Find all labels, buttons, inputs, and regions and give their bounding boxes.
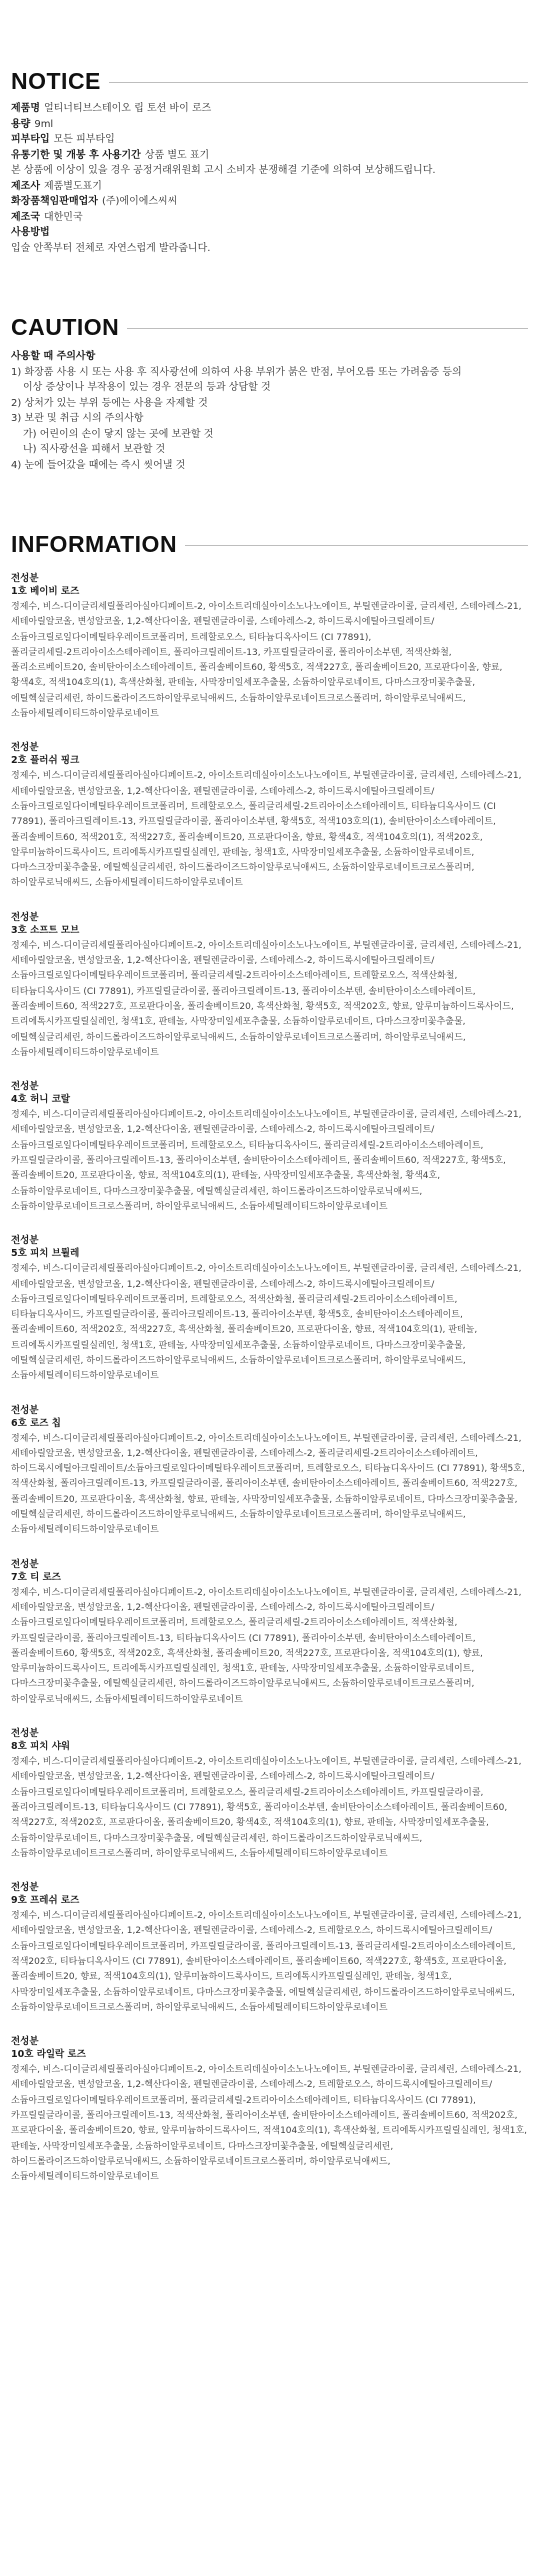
notice-value: 상품 별도 표기: [144, 149, 210, 161]
notice-row: [11, 179, 528, 195]
ingredient-item: [11, 1234, 528, 1384]
ingredient-category: 전성분: [11, 742, 39, 754]
caution-line: 가) 어린이의 손이 닿지 않는 곳에 보관할 것: [23, 428, 214, 440]
notice-row: [11, 132, 528, 148]
shade-name: 10호 라일락 로즈: [11, 2049, 86, 2061]
information-section: [11, 531, 528, 2186]
ingredient-text: 정제수, 비스-디이글리세릴폴리아실아디페이트-2, 아이소트리데실아이소노나노에이트, 부틸렌글라이콜, 글리세린, 스테아레스-21, 세테아릴알코올, 변성알코올, 1,2-헥산다이올, 펜틸렌글라이콜, 스테아레스-2, 하이드록시에틸아크릴레이트/소듐아크릴로일다이메틸타우레이트코폴리머, 트레할로오스, 티타늄디옥사이드 (CI 77891), 폴리글리세릴-2트리아이소스테아레이트, 폴리아크릴레이트-13, 카프릴릴글라이콜, 폴리아이소부텐, 적색산화철, 폴리소르베이트20, 솔비탄아이소스테아레이트, 폴리솔베이트60, 황색5호, 적색227호, 폴리솔베이트20, 프로판다이올, 향료, 황색4호, 적색104호의(1), 흑색산화철, 판테놀, 사막장미일세포추출물, 소듐하이알루로네이트, 다마스크장미꽃추출물, 에틸헥실글리세린, 하이드롤라이즈드하이알루로닉애씨드, 소듐하이알루로네이트크로스폴리머, 하이알루로닉애씨드, 소듐아세틸레이티드하이알루로네이트: [11, 602, 522, 720]
ingredient-text: 정제수, 비스-디이글리세릴폴리아실아디페이트-2, 아이소트리데실아이소노나노에이트, 부틸렌글라이콜, 글리세린, 스테아레스-21, 세테아릴알코올, 변성알코올, 1,2-헥산다이올, 펜틸렌글라이콜, 스테아레스-2, 하이드록시에틸아크릴레이트/소듐아크릴로일다이메틸타우레이트코폴리머, 트레할로오스, 티타늄디옥사이드, 폴리글리세릴-2트리아이소스테아레이트, 카프릴릴글라이콜, 폴리아크릴레이트-13, 폴리아이소부텐, 솔비탄아이소스테아레이트, 폴리솔베이트60, 적색227호, 황색5호, 폴리솔베이트20, 프로판다이올, 향료, 적색104호의(1), 판테놀, 사막장미일세포추출물, 흑색산화철, 황색4호, 소듐하이알루로네이트, 다마스크장미꽃추출물, 에틸헥실글리세린, 하이드롤라이즈드하이알루로닉애씨드, 소듐하이알루로네이트크로스폴리머, 하이알루로닉애씨드, 소듐아세틸레이티드하이알루로네이트: [11, 1110, 522, 1212]
ingredient-item: [11, 572, 528, 722]
ingredient-item: [11, 1080, 528, 1215]
ingredient-list: [11, 572, 528, 2186]
notice-row: [11, 148, 528, 164]
information-title: INFORMATION: [11, 531, 178, 557]
caution-heading-row: [11, 314, 528, 341]
ingredient-text: 정제수, 비스-디이글리세릴폴리아실아디페이트-2, 아이소트리데실아이소노나노에이트, 부틸렌글라이콜, 글리세린, 스테아레스-21, 세테아릴알코올, 변성알코올, 1,2-헥산다이올, 펜틸렌글라이콜, 스테아레스-2, 하이드록시에틸아크릴레이트/소듐아크릴로일다이메틸타우레이트코폴리머, 트레할로오스, 적색산화철, 폴리글리세릴-2트리아이소스테아레이트, 티타늄디옥사이드, 카프릴릴글라이콜, 폴리아크릴레이트-13, 폴리아이소부텐, 황색5호, 솔비탄아이소스테아레이트, 폴리솔베이트60, 적색202호, 적색227호, 흑색산화철, 폴리솔베이트20, 프로판다이올, 향료, 적색104호의(1), 판테놀, 트리에톡시카프릴릴실레인, 청색1호, 판테놀, 사막장미일세포추출물, 소듐하이알루로네이트, 다마스크장미꽃추출물, 에틸헥실글리세린, 하이드롤라이즈드하이알루로닉애씨드, 소듐하이알루로네이트크로스폴리머, 하이알루로닉애씨드, 소듐아세틸레이티드하이알루로네이트: [11, 1264, 522, 1382]
ingredient-category: 전성분: [11, 1882, 39, 1894]
notice-label: 제조국: [11, 211, 40, 223]
notice-row: [11, 117, 528, 133]
ingredient-text: 정제수, 비스-디이글리세릴폴리아실아디페이트-2, 아이소트리데실아이소노나노에이트, 부틸렌글라이콜, 글리세린, 스테아레스-21, 세테아릴알코올, 변성알코올, 1,2-헥산다이올, 펜틸렌글라이콜, 스테아레스-2, 폴리글리세릴-2트리아이소스테아레이트, 하이드록시에틸아크릴레이트/소듐아크릴로일다이메틸타우레이트코폴리머, 트레할로오스, 티타늄디옥사이드 (CI 77891), 황색5호, 적색산화철, 폴리아크릴레이트-13, 카프릴릴글라이콜, 폴리아이소부텐, 솔비탄아이소스테아레이트, 폴리솔베이트60, 적색227호, 폴리솔베이트20, 프로판다이올, 흑색산화철, 향료, 판테놀, 사막장미일세포추출물, 소듐하이알루로네이트, 다마스크장미꽃추출물, 에틸헥실글리세린, 하이드롤라이즈드하이알루로닉애씨드, 소듐하이알루로네이트크로스폴리머, 하이알루로닉애씨드, 소듐아세틸레이티드하이알루로네이트: [11, 1433, 525, 1536]
ingredient-category: 전성분: [11, 911, 39, 923]
notice-value: 9ml: [34, 118, 54, 130]
notice-label: 용량: [11, 118, 31, 130]
caution-section: [11, 314, 528, 473]
caution-line: 1) 화장품 사용 시 또는 사용 후 직사광선에 의하여 사용 부위가 붉은 반점, 부어오름 또는 가려움증 등의: [11, 366, 462, 378]
notice-row: [11, 225, 528, 241]
shade-name: 4호 허니 코랄: [11, 1094, 71, 1106]
ingredient-category: 전성분: [11, 1081, 39, 1093]
notice-divider: [109, 82, 528, 83]
notice-heading-row: [11, 68, 528, 95]
notice-label: 제조사: [11, 180, 40, 192]
ingredient-text: 정제수, 비스-디이글리세릴폴리아실아디페이트-2, 아이소트리데실아이소노나노에이트, 부틸렌글라이콜, 글리세린, 스테아레스-21, 세테아릴알코올, 변성알코올, 1,2-헥산다이올, 펜틸렌글라이콜, 스테아레스-2, 하이드록시에틸아크릴레이트/소듐아크릴로일다이메틸타우레이트코폴리머, 트레할로오스, 폴리글리세릴-2트리아이소스테아레이트, 카프릴릴글라이콜, 폴리아크릴레이트-13, 티타늄디옥사이드 (CI 77891), 황색5호, 폴리아이소부텐, 솔비탄아이소스테아레이트, 폴리솔베이트60, 적색227호, 적색202호, 프로판다이올, 폴리솔베이트20, 황색4호, 적색104호의(1), 향료, 판테놀, 사막장미일세포추출물, 소듐하이알루로네이트, 다마스크장미꽃추출물, 에틸헥실글리세린, 하이드롤라이즈드하이알루로닉애씨드, 소듐하이알루로네이트크로스폴리머, 하이알루로닉애씨드, 소듐아세틸레이티드하이알루로네이트: [11, 1757, 522, 1859]
information-divider: [185, 545, 528, 546]
ingredient-item: [11, 1404, 528, 1539]
caution-line: 4) 눈에 들어갔을 때에는 즉시 씻어낼 것: [11, 459, 186, 471]
shade-name: 2호 플러쉬 핑크: [11, 755, 80, 767]
information-heading-row: [11, 531, 528, 558]
notice-row: [11, 101, 528, 117]
caution-subtitle: 사용할 때 주의사항: [11, 351, 96, 362]
notice-row: [11, 241, 528, 257]
ingredient-item: [11, 741, 528, 891]
shade-name: 7호 티 로즈: [11, 1571, 61, 1583]
shade-name: 9호 프레쉬 로즈: [11, 1895, 80, 1907]
ingredient-text: 정제수, 비스-디이글리세릴폴리아실아디페이트-2, 아이소트리데실아이소노나노에이트, 부틸렌글라이콜, 글리세린, 스테아레스-21, 세테아릴알코올, 변성알코올, 1,2-헥산다이올, 펜틸렌글라이콜, 스테아레스-2, 트레할로오스, 하이드록시에틸아크릴레이트/소듐아크릴로일다이메틸타우레이트코폴리머, 카프릴릴글라이콜, 폴리아크릴레이트-13, 폴리글리세릴-2트리아이소스테아레이트, 적색202호, 티타늄디옥사이드 (CI 77891), 솔비탄아이소스테아레이트, 폴리솔베이트60, 적색227호, 황색5호, 프로판다이올, 폴리솔베이트20, 향료, 적색104호의(1), 알루미늄하이드록사이드, 트리에톡시카프릴릴실레인, 판테놀, 청색1호, 사막장미일세포추출물, 소듐하이알루로네이트, 다마스크장미꽃추출물, 에틸헥실글리세린, 하이드롤라이즈드하이알루로닉애씨드, 소듐하이알루로네이트크로스폴리머, 하이알루로닉애씨드, 소듐아세틸레이티드하이알루로네이트: [11, 1911, 522, 2013]
caution-line: 2) 상처가 있는 부위 등에는 사용을 자제할 것: [11, 397, 208, 409]
notice-section: [11, 68, 528, 256]
notice-label: 유통기한 및 개봉 후 사용기간: [11, 149, 141, 161]
caution-line: 이상 증상이나 부작용이 있는 경우 전문의 등과 상담할 것: [23, 382, 271, 393]
notice-value: 대한민국: [43, 211, 83, 223]
notice-value: 본 상품에 이상이 있을 경우 공정거래위원회 고시 소비자 분쟁해결 기준에 의하여 보상해드립니다.: [11, 165, 436, 176]
ingredient-item: [11, 1727, 528, 1862]
notice-label: 피부타입: [11, 134, 50, 145]
notice-value: 입술 안쪽부터 전체로 자연스럽게 발라줍니다.: [11, 242, 211, 254]
notice-list: [11, 101, 528, 256]
ingredient-item: [11, 911, 528, 1061]
notice-row: [11, 194, 528, 210]
ingredient-text: 정제수, 비스-디이글리세릴폴리아실아디페이트-2, 아이소트리데실아이소노나노에이트, 부틸렌글라이콜, 글리세린, 스테아레스-21, 세테아릴알코올, 변성알코올, 1,2-헥산다이올, 펜틸렌글라이콜, 스테아레스-2, 하이드록시에틸아크릴레이트/소듐아크릴로일다이메틸타우레이트코폴리머, 폴리글리세릴-2트리아이소스테아레이트, 트레할로오스, 적색산화철, 티타늄디옥사이드 (CI 77891), 카프릴릴글라이콜, 폴리아크릴레이트-13, 폴리아이소부텐, 솔비탄아이소스테아레이트, 폴리솔베이트60, 적색227호, 프로판다이올, 폴리솔베이트20, 흑색산화철, 황색5호, 적색202호, 향료, 알루미늄하이드록사이드, 트리에톡시카프릴릴실레인, 청색1호, 판테놀, 사막장미일세포추출물, 소듐하이알루로네이트, 다마스크장미꽃추출물, 에틸헥실글리세린, 하이드롤라이즈드하이알루로닉애씨드, 소듐하이알루로네이트크로스폴리머, 하이알루로닉애씨드, 소듐아세틸레이티드하이알루로네이트: [11, 940, 522, 1058]
notice-value: 제품별도표기: [43, 180, 102, 192]
notice-title: NOTICE: [11, 68, 101, 94]
ingredient-category: 전성분: [11, 1728, 39, 1740]
ingredient-item: [11, 1881, 528, 2016]
ingredient-text: 정제수, 비스-디이글리세릴폴리아실아디페이트-2, 아이소트리데실아이소노나노에이트, 부틸렌글라이콜, 글리세린, 스테아레스-21, 세테아릴알코올, 변성알코올, 1,2-헥산다이올, 펜틸렌글라이콜, 스테아레스-2, 하이드록시에틸아크릴레이트/소듐아크릴로일다이메틸타우레이트코폴리머, 트레할로오스, 폴리글리세릴-2트리아이소스테아레이트, 티타늄디옥사이드 (CI 77891), 폴리아크릴레이트-13, 카프릴릴글라이콜, 폴리아이소부텐, 황색5호, 적색103호의(1), 솔비탄아이소스테아레이트, 폴리솔베이트60, 적색201호, 적색227호, 폴리솔베이트20, 프로판다이올, 향료, 황색4호, 적색104호의(1), 적색202호, 알루미늄하이드록사이드, 트리에톡시카프릴릴실레인, 판테놀, 청색1호, 사막장미일세포추출물, 소듐하이알루로네이트, 다마스크장미꽃추출물, 에틸헥실글리세린, 하이드롤라이즈드하이알루로닉애씨드, 소듐하이알루로네이트크로스폴리머, 하이알루로닉애씨드, 소듐아세틸레이티드하이알루로네이트: [11, 771, 522, 889]
ingredient-item: [11, 1558, 528, 1708]
caution-list: [11, 365, 528, 474]
shade-name: 1호 베이비 로즈: [11, 586, 80, 597]
caution-divider: [127, 328, 528, 329]
notice-label: 사용방법: [11, 227, 50, 238]
shade-name: 6호 로즈 칩: [11, 1417, 61, 1429]
notice-value: 모든 피부타입: [53, 134, 115, 145]
notice-row: [11, 210, 528, 226]
notice-row: [11, 163, 528, 179]
ingredient-item: [11, 2035, 528, 2185]
shade-name: 3호 소프트 모브: [11, 924, 80, 936]
notice-value: 얼티너티브스테이오 립 토션 바이 로즈: [43, 103, 212, 114]
notice-label: 화장품책임판매업자: [11, 196, 98, 207]
caution-line: 나) 직사광선을 피해서 보관할 것: [23, 444, 166, 455]
ingredient-category: 전성분: [11, 2036, 39, 2048]
ingredient-text: 정제수, 비스-디이글리세릴폴리아실아디페이트-2, 아이소트리데실아이소노나노에이트, 부틸렌글라이콜, 글리세린, 스테아레스-21, 세테아릴알코올, 변성알코올, 1,2-헥산다이올, 펜틸렌글라이콜, 스테아레스-2, 트레할로오스, 하이드록시에틸아크릴레이트/소듐아크릴로일다이메틸타우레이트코폴리머, 폴리글리세릴-2트리아이소스테아레이트, 티타늄디옥사이드 (CI 77891), 카프릴릴글라이콜, 폴리아크릴레이트-13, 적색산화철, 폴리아이소부텐, 솔비탄아이소스테아레이트, 폴리솔베이트60, 적색202호, 프로판다이올, 폴리솔베이트20, 향료, 알루미늄하이드록사이드, 적색104호의(1), 흑색산화철, 트리에톡시카프릴릴실레인, 청색1호, 판테놀, 사막장미일세포추출물, 소듐하이알루로네이트, 다마스크장미꽃추출물, 에틸헥실글리세린, 하이드롤라이즈드하이알루로닉애씨드, 소듐하이알루로네이트크로스폴리머, 하이알루로닉애씨드, 소듐아세틸레이티드하이알루로네이트: [11, 2065, 528, 2183]
ingredient-text: 정제수, 비스-디이글리세릴폴리아실아디페이트-2, 아이소트리데실아이소노나노에이트, 부틸렌글라이콜, 글리세린, 스테아레스-21, 세테아릴알코올, 변성알코올, 1,2-헥산다이올, 펜틸렌글라이콜, 스테아레스-2, 하이드록시에틸아크릴레이트/소듐아크릴로일다이메틸타우레이트코폴리머, 트레할로오스, 폴리글리세릴-2트리아이소스테아레이트, 적색산화철, 카프릴릴글라이콜, 폴리아크릴레이트-13, 티타늄디옥사이드 (CI 77891), 폴리아이소부텐, 솔비탄아이소스테아레이트, 폴리솔베이트60, 황색5호, 적색202호, 흑색산화철, 폴리솔베이트20, 적색227호, 프로판다이올, 적색104호의(1), 향료, 알루미늄하이드록사이드, 트리에톡시카프릴릴실레인, 청색1호, 판테놀, 사막장미일세포추출물, 소듐하이알루로네이트, 다마스크장미꽃추출물, 에틸헥실글리세린, 하이드롤라이즈드하이알루로닉애씨드, 소듐하이알루로네이트크로스폴리머, 하이알루로닉애씨드, 소듐아세틸레이티드하이알루로네이트: [11, 1587, 522, 1705]
notice-label: 제품명: [11, 103, 40, 114]
ingredient-category: 전성분: [11, 1404, 39, 1416]
ingredient-category: 전성분: [11, 1558, 39, 1570]
ingredient-category: 전성분: [11, 573, 39, 584]
shade-name: 5호 피치 브륄레: [11, 1248, 80, 1260]
caution-line: 3) 보관 및 취급 시의 주의사항: [11, 413, 144, 424]
notice-value: (주)에이에스씨씨: [101, 196, 178, 207]
ingredient-category: 전성분: [11, 1235, 39, 1247]
shade-name: 8호 피치 샤워: [11, 1741, 71, 1753]
caution-title: CAUTION: [11, 314, 120, 340]
